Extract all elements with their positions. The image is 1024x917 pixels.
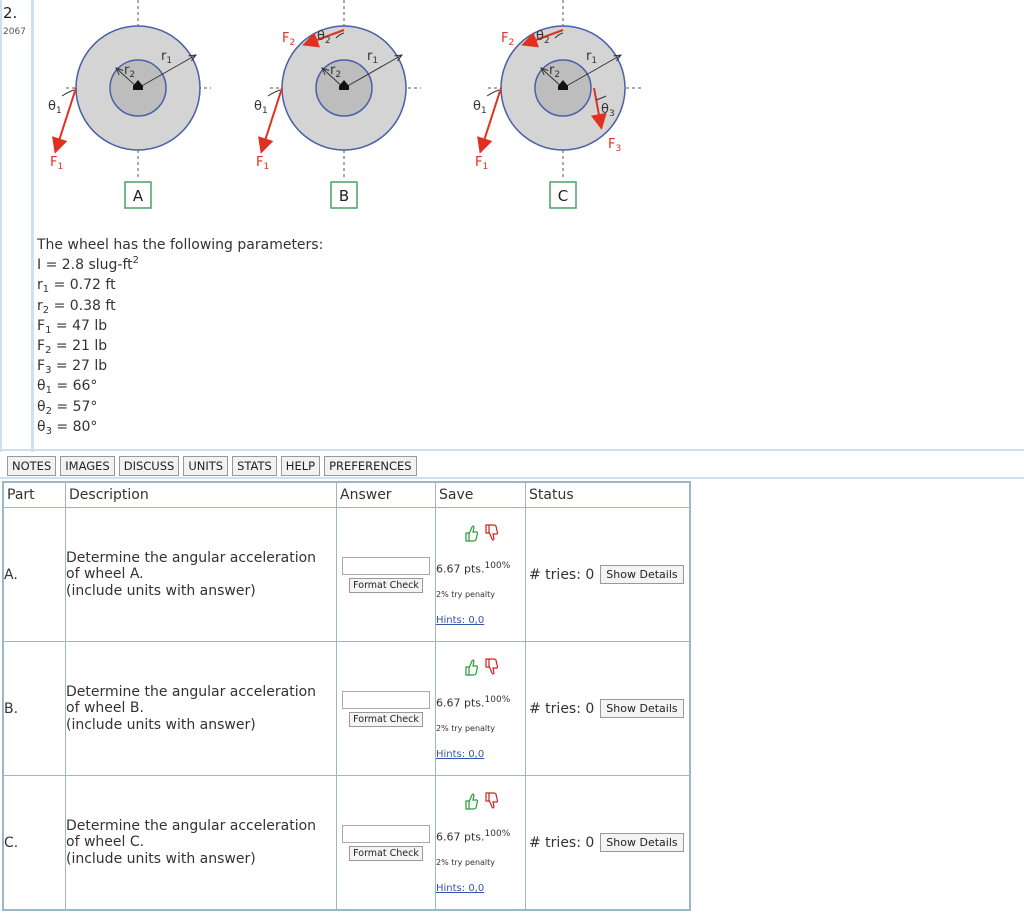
- params-intro: The wheel has the following parameters:: [37, 237, 324, 253]
- question-tabs: [7, 456, 417, 476]
- save-cell: [436, 508, 526, 642]
- part-label: B.: [3, 642, 66, 776]
- param-r1: $r_1 = 0.72$ ft: [37, 277, 116, 296]
- svg-text:θ2: $\theta_2$: [536, 29, 550, 46]
- hints-link[interactable]: Hints: 0,0: [436, 748, 485, 760]
- svg-text:F2: $F_2$: [282, 31, 296, 48]
- tab-stats[interactable]: STATS: [232, 456, 277, 476]
- thumbs-down-icon[interactable]: [483, 657, 499, 677]
- svg-text:θ2: $\theta_2$: [317, 29, 331, 46]
- header-part: Part: [3, 482, 66, 508]
- svg-text:θ1: $\theta_1$: [473, 99, 487, 116]
- svg-text:r1: $r_1$: [586, 49, 598, 66]
- thumbs-up-icon[interactable]: [463, 523, 479, 543]
- save-cell: [436, 642, 526, 776]
- thumbs-down-icon[interactable]: [483, 791, 499, 811]
- thumbs-up-icon[interactable]: [463, 657, 479, 677]
- svg-text:r1: $r_1$: [161, 49, 173, 66]
- answer-input[interactable]: [342, 691, 430, 709]
- header-answer: Answer: [337, 482, 436, 508]
- header-save: Save: [436, 482, 526, 508]
- format-check-button[interactable]: Format Check: [349, 578, 423, 593]
- tab-images[interactable]: IMAGES: [60, 456, 114, 476]
- frame-inner-rule: [31, 0, 34, 452]
- param-theta3: $\theta_3 = 80^\circ$: [37, 418, 98, 437]
- tab-help[interactable]: HELP: [281, 456, 320, 476]
- tab-units[interactable]: UNITS: [183, 456, 228, 476]
- tab-preferences[interactable]: PREFERENCES: [324, 456, 417, 476]
- question-number: 2.: [3, 4, 18, 22]
- answer-input[interactable]: [342, 557, 430, 575]
- header-status: Status: [526, 482, 691, 508]
- status-cell: [526, 642, 691, 776]
- table-row: [3, 508, 690, 642]
- wheels-diagram: [36, 0, 676, 220]
- svg-text:θ3: $\theta_3$: [601, 102, 615, 119]
- part-description: Determine the angular acceleration of wheel A. (include units with answer): [66, 508, 337, 642]
- param-r2: $r_2 = 0.38$ ft: [37, 297, 116, 316]
- svg-text:r2: $r_2$: [124, 63, 136, 80]
- try-penalty: 2% try penalty: [436, 723, 496, 733]
- status-cell: [526, 508, 691, 642]
- theta1-label-a: $\theta_1$: [48, 99, 62, 116]
- thumbs-down-icon[interactable]: [483, 523, 499, 543]
- points-value: 6.67 pts.$^{100\%}$: [436, 561, 511, 576]
- parts-table: [2, 481, 691, 911]
- frame-left-rule: [0, 0, 2, 452]
- show-details-button[interactable]: Show Details: [600, 565, 683, 584]
- frame-bottom-rule: [0, 449, 1024, 451]
- hints-link[interactable]: Hints: 0,0: [436, 614, 485, 626]
- param-theta2: $\theta_2 = 57^\circ$: [37, 398, 98, 417]
- table-header-row: [3, 482, 690, 508]
- part-label: A.: [3, 508, 66, 642]
- format-check-button[interactable]: Format Check: [349, 846, 423, 861]
- f1-label-a: $F_1$: [50, 155, 64, 172]
- svg-text:θ1: $\theta_1$: [254, 99, 268, 116]
- part-description: Determine the angular acceleration of wheel C. (include units with answer): [66, 776, 337, 911]
- wheel-c-label: C: [557, 187, 569, 205]
- tabs-bottom-rule: [0, 477, 1024, 479]
- format-check-button[interactable]: Format Check: [349, 712, 423, 727]
- wheel-b-label: B: [338, 187, 350, 205]
- table-row: [3, 642, 690, 776]
- answer-cell: [337, 776, 436, 911]
- svg-text:F3: $F_3$: [608, 137, 622, 154]
- tries-count: # tries: 0: [529, 566, 595, 583]
- tab-notes[interactable]: NOTES: [7, 456, 56, 476]
- answer-cell: [337, 642, 436, 776]
- param-F3: $F_3 = 27$ lb: [37, 358, 108, 377]
- svg-text:r1: $r_1$: [367, 49, 379, 66]
- param-theta1: $\theta_1 = 66^\circ$: [37, 378, 98, 397]
- svg-text:F1: $F_1$: [256, 155, 270, 172]
- question-id: 2067: [3, 27, 26, 37]
- header-description: Description: [66, 482, 337, 508]
- status-cell: [526, 776, 691, 911]
- table-row: [3, 776, 690, 911]
- svg-text:F1: $F_1$: [475, 155, 489, 172]
- show-details-button[interactable]: Show Details: [600, 699, 683, 718]
- wheel-b: [254, 0, 421, 180]
- points-value: 6.67 pts.$^{100\%}$: [436, 829, 511, 844]
- param-F1: $F_1 = 47$ lb: [37, 317, 108, 336]
- try-penalty: 2% try penalty: [436, 857, 496, 867]
- part-label: C.: [3, 776, 66, 911]
- wheel-a-label: A: [132, 187, 144, 205]
- param-F2: $F_2 = 21$ lb: [37, 338, 108, 357]
- show-details-button[interactable]: Show Details: [600, 833, 683, 852]
- points-value: 6.67 pts.$^{100\%}$: [436, 695, 511, 710]
- svg-text:r2: $r_2$: [330, 63, 342, 80]
- wheel-parameters: [37, 235, 323, 437]
- tab-discuss[interactable]: DISCUSS: [119, 456, 180, 476]
- wheel-c: [473, 0, 641, 180]
- try-penalty: 2% try penalty: [436, 589, 496, 599]
- answer-input[interactable]: [342, 825, 430, 843]
- tries-count: # tries: 0: [529, 700, 595, 717]
- answer-cell: [337, 508, 436, 642]
- svg-text:r2: $r_2$: [549, 63, 561, 80]
- hints-link[interactable]: Hints: 0,0: [436, 882, 485, 894]
- part-description: Determine the angular acceleration of wheel B. (include units with answer): [66, 642, 337, 776]
- save-cell: [436, 776, 526, 911]
- svg-text:F2: $F_2$: [501, 31, 515, 48]
- tries-count: # tries: 0: [529, 834, 595, 851]
- wheel-a: [48, 0, 211, 180]
- param-I: I = 2.8 slug-$ft^2$: [37, 255, 140, 274]
- thumbs-up-icon[interactable]: [463, 791, 479, 811]
